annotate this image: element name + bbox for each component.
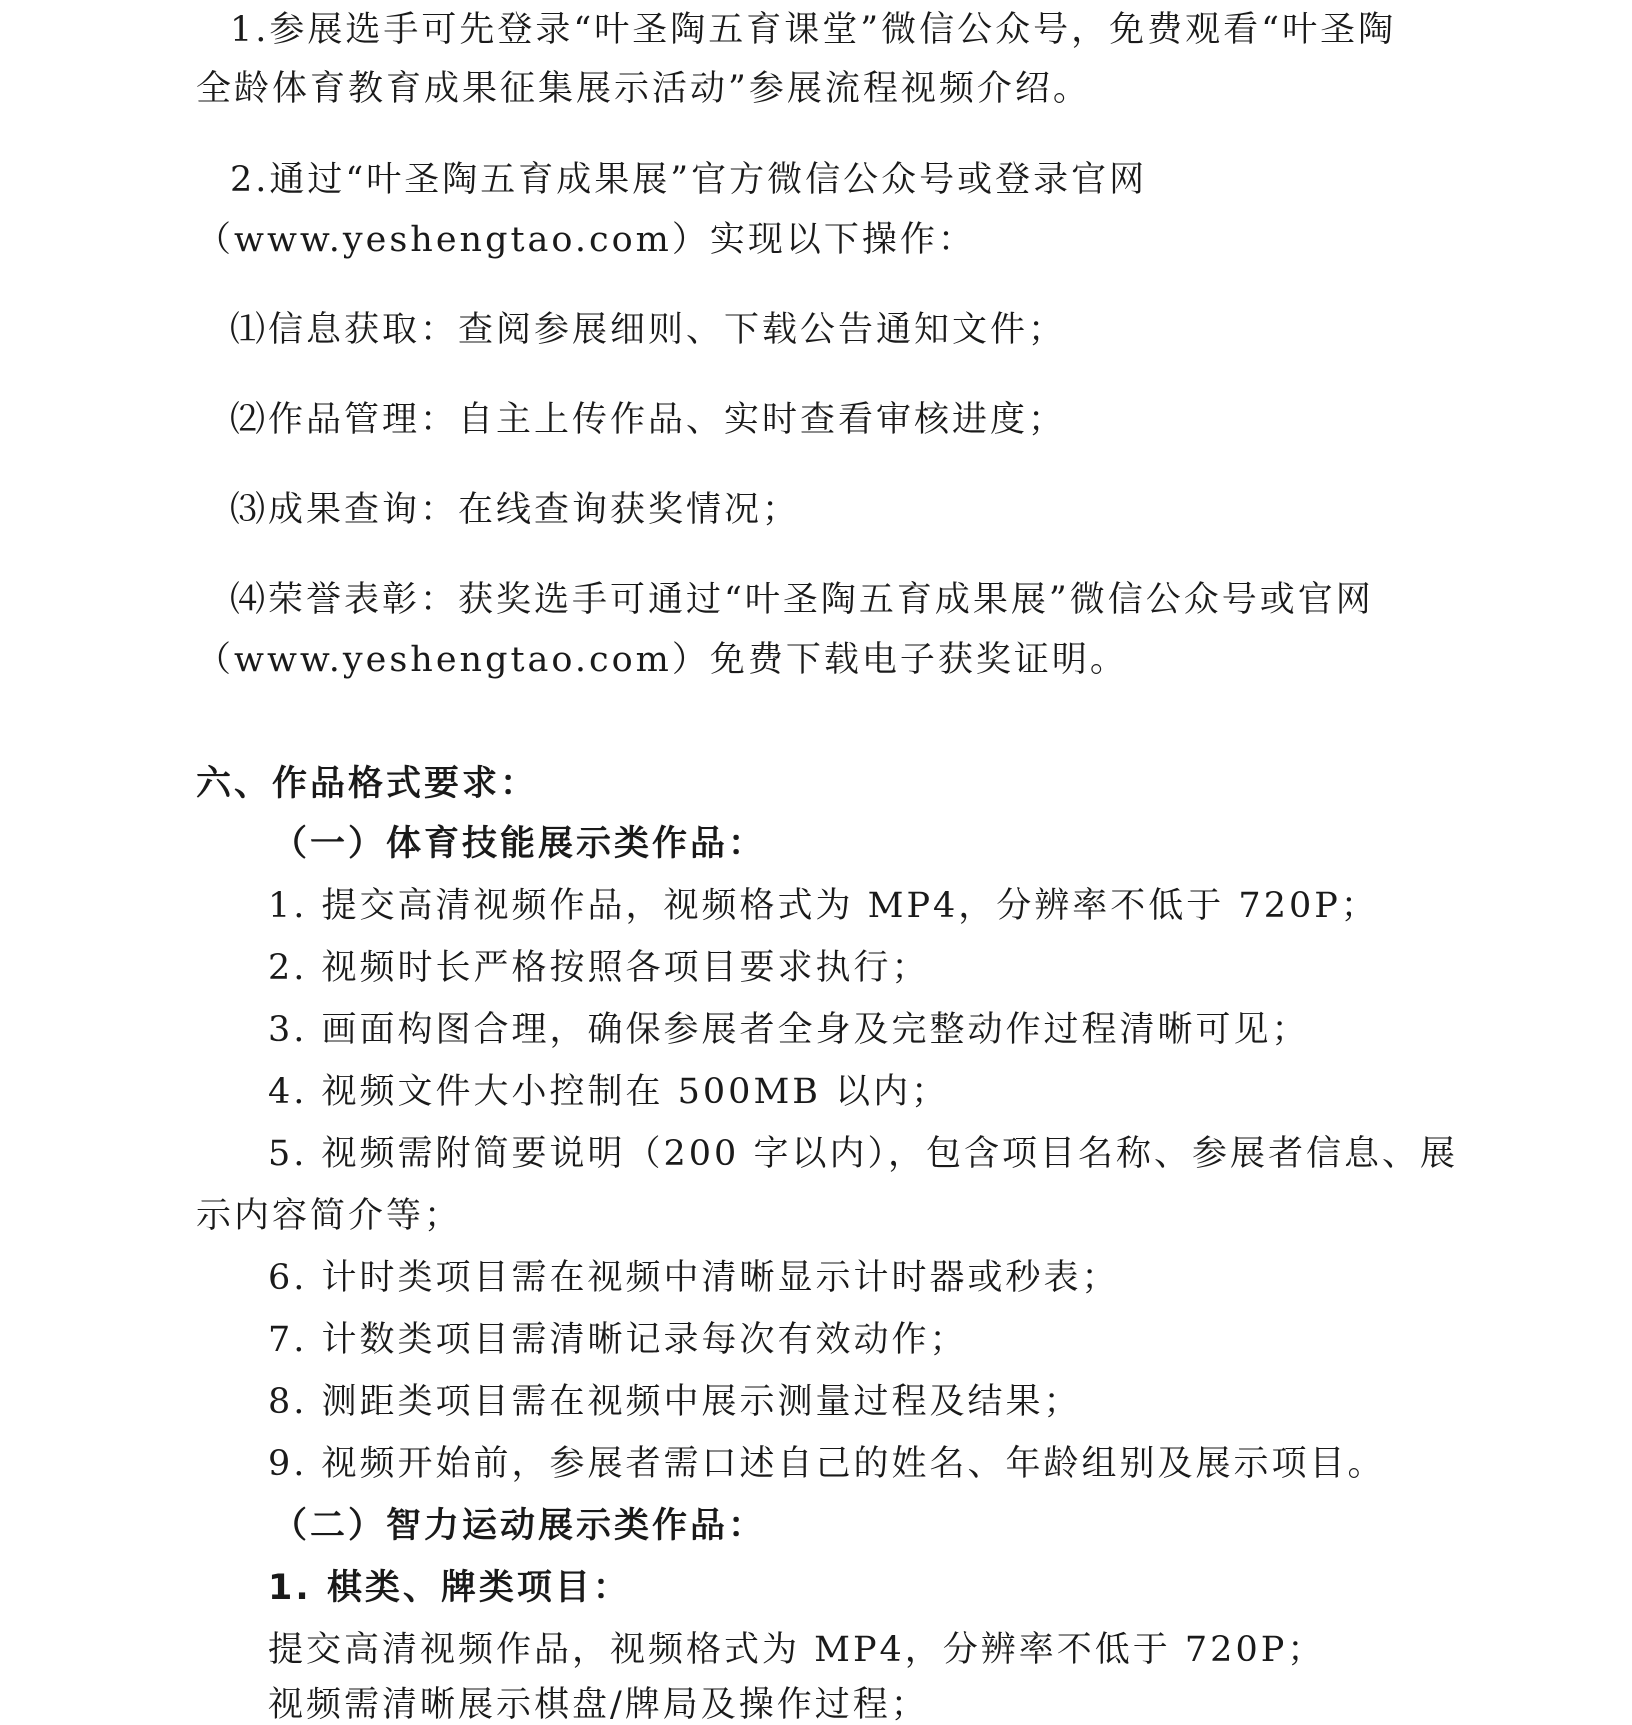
part1-item-2: 2. 视频时长严格按照各项目要求执行； <box>268 948 930 988</box>
sub-item-4-line1: ⑷荣誉表彰：获奖选手可通过“叶圣陶五育成果展”微信公众号或官网 <box>230 580 1374 620</box>
item2-line1: 2.通过“叶圣陶五育成果展”官方微信公众号或登录官网 <box>230 160 1148 200</box>
sub-item-4-line2: （www.yeshengtao.com）免费下载电子获奖证明。 <box>196 640 1128 680</box>
part1-item-5-line1: 5. 视频需附简要说明（200 字以内），包含项目名称、参展者信息、展 <box>268 1134 1458 1174</box>
section-heading: 六、作品格式要求： <box>196 764 539 804</box>
item1-line1: 1.参展选手可先登录“叶圣陶五育课堂”微信公众号，免费观看“叶圣陶 <box>230 10 1397 50</box>
part2-heading: （二）智力运动展示类作品： <box>272 1506 767 1546</box>
item1-line2: 全龄体育教育成果征集展示活动”参展流程视频介绍。 <box>196 69 1091 109</box>
sub-item-1: ⑴信息获取：查阅参展细则、下载公告通知文件； <box>230 310 1067 350</box>
item2-line2: （www.yeshengtao.com）实现以下操作： <box>196 220 976 260</box>
part1-heading: （一）体育技能展示类作品： <box>272 824 767 864</box>
part1-item-5-line2: 示内容简介等； <box>196 1196 463 1236</box>
part2-sub-heading: 1. 棋类、牌类项目： <box>268 1568 631 1608</box>
sub-item-3: ⑶成果查询：在线查询获奖情况； <box>230 490 801 530</box>
part1-item-4: 4. 视频文件大小控制在 500MB 以内； <box>268 1072 950 1112</box>
part1-item-9: 9. 视频开始前，参展者需口述自己的姓名、年龄组别及展示项目。 <box>268 1444 1386 1484</box>
part2-line-2: 视频需清晰展示棋盘/牌局及操作过程； <box>268 1685 929 1725</box>
part1-item-3: 3. 画面构图合理，确保参展者全身及完整动作过程清晰可见； <box>268 1010 1310 1050</box>
part1-item-1: 1. 提交高清视频作品，视频格式为 MP4，分辨率不低于 720P； <box>268 886 1379 926</box>
part1-item-8: 8. 测距类项目需在视频中展示测量过程及结果； <box>268 1382 1082 1422</box>
part1-item-6: 6. 计时类项目需在视频中清晰显示计时器或秒表； <box>268 1258 1120 1298</box>
sub-item-2: ⑵作品管理：自主上传作品、实时查看审核进度； <box>230 400 1067 440</box>
part1-item-7: 7. 计数类项目需清晰记录每次有效动作； <box>268 1320 968 1360</box>
part2-line-1: 提交高清视频作品，视频格式为 MP4，分辨率不低于 720P； <box>268 1630 1326 1670</box>
